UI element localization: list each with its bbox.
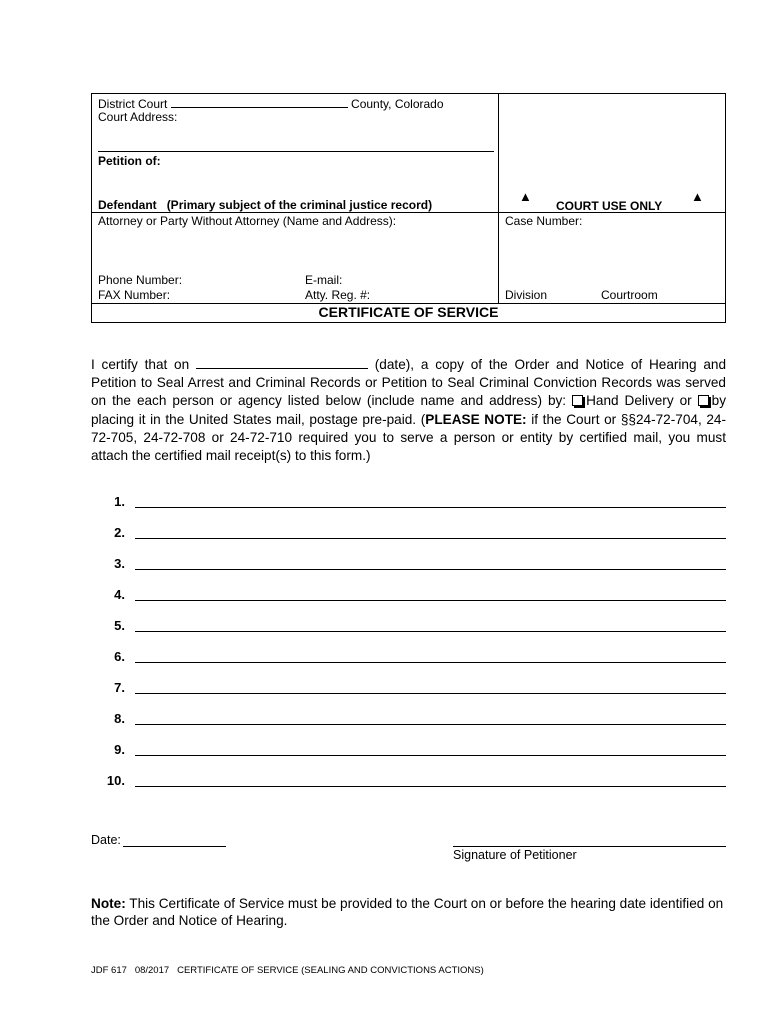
hand-delivery-checkbox[interactable] [572, 395, 583, 406]
courtroom-label: Courtroom [601, 288, 658, 302]
service-line-input[interactable] [135, 600, 726, 601]
service-line-input[interactable] [135, 693, 726, 694]
date-label: Date: [91, 833, 121, 847]
county-blank[interactable] [171, 95, 348, 108]
service-line-number: 8. [114, 711, 125, 726]
certify-part2: (date), a copy of the Order and Notice of Hearing and Petition to Seal Arrest and Criminal Records or Petition to Seal Criminal Conviction Records was served on the each person or agency listed below (include name and address) by: [91, 357, 727, 409]
phone-label: Phone Number: [98, 273, 183, 287]
service-line-input[interactable] [135, 569, 726, 570]
triangle-right-icon: ▲ [691, 189, 704, 204]
division-label: Division [505, 288, 548, 302]
service-line-input[interactable] [135, 662, 726, 663]
court-use-only: COURT USE ONLY [556, 199, 663, 213]
signature-label: Signature of Petitioner [453, 848, 577, 862]
signature-input[interactable] [453, 846, 726, 847]
date-input[interactable] [123, 846, 226, 847]
caption-divider-vertical [498, 93, 499, 303]
form-title: CERTIFICATE OF SERVICE [318, 304, 499, 320]
triangle-left-icon: ▲ [519, 189, 532, 204]
service-line-input[interactable] [135, 724, 726, 725]
service-line-input[interactable] [135, 631, 726, 632]
court-address-label: Court Address: [98, 110, 178, 124]
mail-label: by placing it in the United States mail, postage pre-paid. ( [91, 393, 726, 427]
please-note-label: PLEASE NOTE: [425, 411, 527, 427]
atty-reg-label: Atty. Reg. #: [305, 288, 371, 302]
service-line-input[interactable] [135, 786, 726, 787]
defendant-label: Defendant [98, 198, 157, 212]
service-line-number: 4. [114, 587, 125, 602]
defendant-line [98, 198, 432, 213]
service-line-number: 9. [114, 742, 125, 757]
service-line-number: 1. [114, 494, 125, 509]
service-line-number: 3. [114, 556, 125, 571]
county-label: County, Colorado [351, 97, 444, 111]
service-line-input[interactable] [135, 538, 726, 539]
court-address-underline [98, 151, 494, 152]
case-number-label: Case Number: [505, 214, 583, 228]
hand-delivery-label: Hand Delivery or [586, 393, 692, 409]
service-line-number: 2. [114, 525, 125, 540]
petition-label: Petition of: [98, 154, 161, 168]
service-line-number: 7. [114, 680, 125, 695]
service-line-number: 5. [114, 618, 125, 633]
certify-part1: I certify that on [91, 357, 190, 372]
note-label: Note: [91, 896, 126, 911]
note-paragraph [91, 895, 731, 929]
defendant-note: (Primary subject of the criminal justice record) [166, 198, 433, 212]
email-label: E-mail: [305, 273, 343, 287]
mail-checkbox[interactable] [698, 395, 709, 406]
service-line-input[interactable] [135, 755, 726, 756]
certify-paragraph [91, 356, 726, 465]
service-line-number: 6. [114, 649, 125, 664]
fax-label: FAX Number: [98, 288, 171, 302]
note-text: This Certificate of Service must be provided to the Court on or before the hearing date identified on the Order and Notice of Hearing. [91, 896, 724, 928]
district-court-label: District Court [98, 97, 168, 111]
service-line-input[interactable] [135, 507, 726, 508]
service-line-number: 10. [106, 773, 125, 788]
certify-part3: if the Court or §§24-72-704, 24-72-705, 24-72-708 or 24-72-710 required you to serve a person or entity by certified mail, you must attach the certified mail receipt(s) to this form.) [91, 411, 727, 464]
service-date-blank[interactable] [196, 356, 368, 369]
form-footer: JDF 617 08/2017 CERTIFICATE OF SERVICE (SEALING AND CONVICTIONS ACTIONS) [91, 965, 484, 976]
attorney-label: Attorney or Party Without Attorney (Name and Address): [98, 214, 397, 228]
